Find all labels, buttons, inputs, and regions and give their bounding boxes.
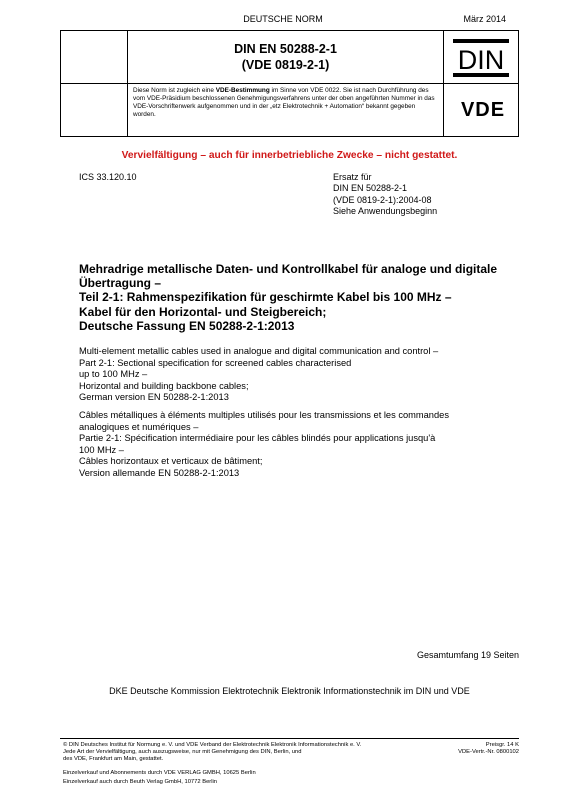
norm-label: DEUTSCHE NORM bbox=[243, 14, 323, 24]
title-german: Mehradrige metallische Daten- und Kontrollkabel für analoge und digitale Übertragung – Teil 2-1: Rahmenspezifikation für geschirmte Kabel bis 100 MHz – Kabel für den Horizontal- und Steigbereich; Deutsche Fassung EN 50288-2-1:2013 bbox=[79, 262, 498, 333]
title-english: Multi-element metallic cables used in analogue and digital communication and control – Part 2-1: Sectional specification for screened cables characterised up to 100 MHz – Horizontal and building backbone cables; German version EN 50288-2-1:2013 bbox=[79, 346, 439, 402]
total-pages: Gesamtumfang 19 Seiten bbox=[416, 650, 519, 660]
din-logo-icon bbox=[452, 38, 510, 78]
vde-logo-text: VDE bbox=[460, 99, 506, 119]
dke-line: DKE Deutsche Kommission Elektrotechnik Elektronik Informationstechnik im DIN und VDE bbox=[109, 686, 470, 696]
ics-code: ICS 33.120.10 bbox=[79, 172, 137, 182]
publication-date: März 2014 bbox=[463, 14, 506, 24]
document-number bbox=[128, 41, 443, 73]
footer-price bbox=[458, 742, 519, 757]
replacement-info: Ersatz für DIN EN 50288-2-1 (VDE 0819-2-1):2004-08 Siehe Anwendungsbeginn bbox=[333, 172, 438, 217]
vde-number: (VDE 0819-2-1) bbox=[241, 58, 330, 72]
footer-sales: Einzelverkauf und Abonnements durch VDE VERLAG GMBH, 10625 Berlin Einzelverkauf auch durch Beuth Verlag GmbH, 10772 Berlin bbox=[63, 770, 256, 786]
reproduction-warning: Vervielfältigung – auch für innerbetriebliche Zwecke – nicht gestattet. bbox=[121, 150, 458, 161]
header-row-title bbox=[61, 31, 518, 84]
price-group: Preisgr. 14 K bbox=[485, 742, 519, 748]
header-box bbox=[60, 30, 519, 137]
din-logo-text: DIN bbox=[457, 45, 505, 75]
header-spacer-cell bbox=[61, 31, 128, 83]
vde-notice: Diese Norm ist zugleich eine VDE-Bestimmung im Sinne von VDE 0022. Sie ist nach Durchführung des vom VDE-Präsidium beschlossenen Genehmigungsverfahrens unter der oben angeführten Nummer in das VDE-Vorschriftenwerk aufgenommen und in der „etz Elektrotechnik + Automation“ bekannt gegeben worden. bbox=[133, 87, 435, 118]
footer-copyright: © DIN Deutsches Institut für Normung e. V. und VDE Verband der Elektrotechnik Elektronik Informationstechnik e. V. Jede Art der Vervielfältigung, auch auszugsweise, nur mit Genehmigung des DIN, Berlin, und des VDE, Frankfurt am Main, gestattet. bbox=[63, 742, 362, 762]
title-french: Câbles métalliques à éléments multiples utilisés pour les transmissions et les commandes analogiques et numériques – Partie 2-1: Spécification intermédiaire pour les câbles blindés pour applications jusqu'à 100 MHz – Câbles horizontaux et verticaux de bâtiment; Version allemande EN 50288-2-1:2013 bbox=[79, 410, 449, 478]
vde-logo-icon bbox=[452, 99, 514, 119]
header-row-notice bbox=[61, 84, 518, 136]
page-header bbox=[60, 14, 506, 28]
din-number: DIN EN 50288-2-1 bbox=[234, 42, 337, 56]
header-spacer-cell bbox=[61, 84, 128, 136]
order-number: VDE-Vertr.-Nr. 0800102 bbox=[458, 749, 519, 756]
